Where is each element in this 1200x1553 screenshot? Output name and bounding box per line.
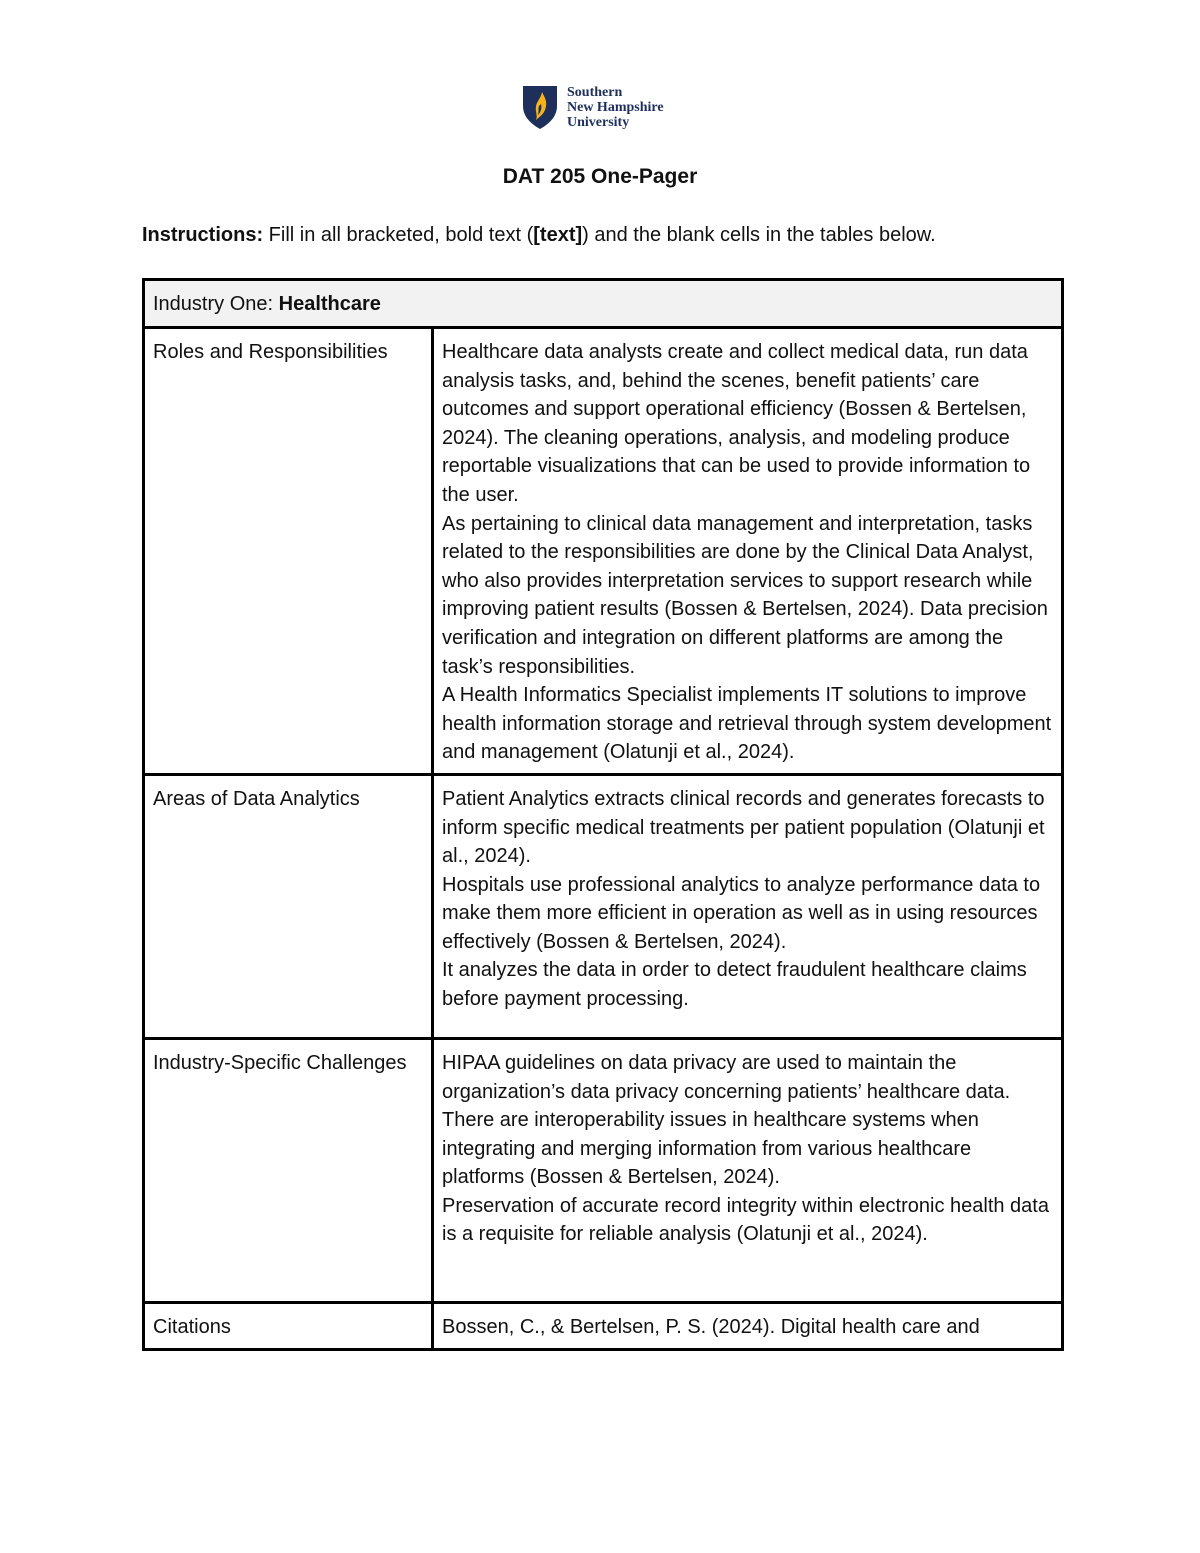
table-row bbox=[144, 328, 1063, 775]
logo-wordmark bbox=[567, 85, 664, 130]
industry-header-cell bbox=[144, 280, 1063, 328]
paragraph: As pertaining to clinical data management and interpretation, tasks related to the responsibilities are done by the Clinical Data Analyst, who also provides interpretation services to support research while improving patient results (Bossen & Bertelsen, 2024). Data precision verification and integration on different platforms are among the task’s responsibilities. bbox=[442, 512, 1048, 678]
paragraph: Preservation of accurate record integrity within electronic health data is a requisite for reliable analysis (Olatunji et al., 2024). bbox=[442, 1194, 1049, 1246]
instructions-text-after: ) and the blank cells in the tables below. bbox=[582, 224, 936, 246]
paragraph: Patient Analytics extracts clinical records and generates forecasts to inform specific medical treatments per patient population (Olatunji et al., 2024). bbox=[442, 787, 1045, 868]
logo-line: Southern bbox=[567, 84, 623, 100]
paragraph: Healthcare data analysts create and collect medical data, run data analysis tasks, and, behind the scenes, benefit patients’ care outcomes and support operational efficiency (Bossen & Bertelsen, 2024). The cleaning operations, analysis, and modeling produce reportable visualizations that can be used to provide information to the user. bbox=[442, 341, 1031, 506]
paragraph: Hospitals use professional analytics to analyze performance data to make them more efficient in operation as well as in using resources effectively (Bossen & Bertelsen, 2024). bbox=[442, 873, 1041, 953]
row-label: Roles and Responsibilities bbox=[144, 328, 433, 775]
industry-table bbox=[142, 278, 1064, 1351]
row-label: Areas of Data Analytics bbox=[144, 774, 433, 1038]
row-content bbox=[433, 328, 1063, 775]
table-header-row bbox=[144, 280, 1063, 328]
document-title: DAT 205 One-Pager bbox=[502, 165, 698, 188]
instructions-bracket-text: [text] bbox=[533, 224, 583, 246]
industry-label: Industry One: bbox=[153, 293, 279, 315]
paragraph: There are interoperability issues in healthcare systems when integrating and merging information from various healthcare platforms (Bossen & Bertelsen, 2024). bbox=[442, 1109, 979, 1189]
paragraph: A Health Informatics Specialist implements IT solutions to improve health information storage and retrieval through system development and management (Olatunji et al., 2024). bbox=[442, 684, 1052, 764]
row-label: Industry-Specific Challenges bbox=[144, 1038, 433, 1302]
instructions-text-before: Fill in all bracketed, bold text ( bbox=[263, 224, 534, 246]
row-content bbox=[433, 774, 1063, 1038]
table-row bbox=[144, 1038, 1063, 1302]
logo-line: University bbox=[567, 114, 630, 130]
flame-shield-icon bbox=[521, 84, 559, 130]
instructions bbox=[142, 224, 936, 247]
paragraph: It analyzes the data in order to detect fraudulent healthcare claims before payment processing. bbox=[442, 959, 1027, 1011]
row-content bbox=[433, 1038, 1063, 1302]
instructions-label: Instructions: bbox=[142, 224, 264, 246]
table-row bbox=[144, 774, 1063, 1038]
university-logo bbox=[521, 84, 664, 130]
table-row bbox=[144, 1302, 1063, 1349]
row-label: Citations bbox=[144, 1302, 433, 1349]
industry-value: Healthcare bbox=[278, 293, 381, 315]
row-content bbox=[433, 1302, 1063, 1349]
paragraph: Bossen, C., & Bertelsen, P. S. (2024). Digital health care and bbox=[442, 1315, 980, 1338]
logo-line: New Hampshire bbox=[567, 99, 664, 115]
paragraph: HIPAA guidelines on data privacy are used to maintain the organization’s data privacy concerning patients’ healthcare data. bbox=[442, 1051, 1011, 1103]
